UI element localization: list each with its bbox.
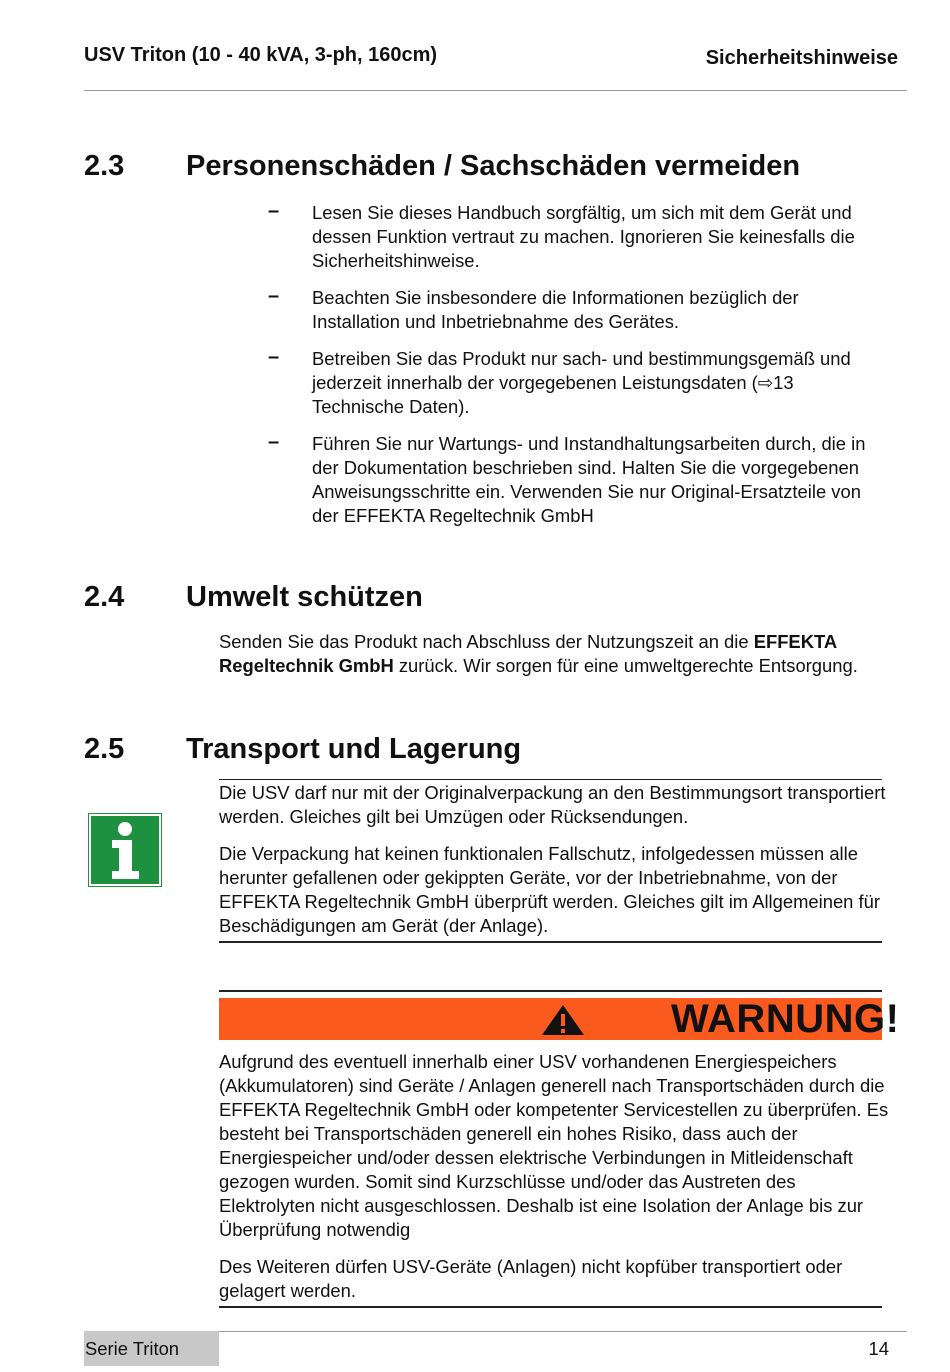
section-title: Umwelt schützen — [186, 581, 423, 613]
page-number: 14 — [868, 1338, 889, 1359]
bullet-text: Beachten Sie insbesondere die Informationen bezüglich der Installation und Inbetriebnahme des Gerätes. — [312, 287, 799, 332]
bullet-text: Betreiben Sie das Produkt nur sach- und bestimmungsgemäß und jederzeit innerhalb der vorgegebenen Leistungsdaten (⇨13 Technische Daten). — [312, 348, 851, 417]
bullet-item — [268, 201, 888, 273]
warning-text — [219, 1050, 891, 1316]
warning-triangle-icon — [541, 1004, 585, 1041]
environment-text: zurück. Wir sorgen für eine umweltgerechte Entsorgung. — [393, 655, 858, 676]
dash-icon: – — [268, 285, 280, 307]
document-title: USV Triton (10 - 40 kVA, 3-ph, 160cm) — [84, 44, 438, 66]
dash-icon: – — [268, 346, 280, 368]
info-paragraph: Die USV darf nur mit der Originalverpackung an den Bestimmungsort transportiert werden. Gleiches gilt bei Umzügen oder Rücksendungen. — [219, 782, 886, 827]
company-name: EFFEKTA Regeltechnik GmbH — [219, 631, 837, 676]
warning-bottom-rule — [219, 1306, 882, 1308]
bullet-text: Lesen Sie dieses Handbuch sorgfältig, um sich mit dem Gerät und dessen Funktion vertraut zu machen. Ignorieren Sie keinesfalls die Sicherheitshinweise. — [312, 202, 855, 271]
section-title: Personenschäden / Sachschäden vermeiden — [186, 150, 801, 182]
warning-top-rule — [219, 990, 882, 992]
footer-series-label: Serie Triton — [85, 1338, 180, 1359]
bullet-text: Führen Sie nur Wartungs- und Instandhaltungsarbeiten durch, die in der Dokumentation beschrieben sind. Halten Sie die vorgegebenen Anweisungsschritte ein. Verwenden Sie nur Original-Ersatzteile von der EFFEKTA Regeltechnik GmbH — [312, 433, 866, 526]
section-number: 2.4 — [84, 581, 125, 613]
footer-divider — [219, 1331, 907, 1332]
section-title: Transport und Lagerung — [186, 733, 522, 765]
section-number: 2.3 — [84, 150, 125, 182]
header-divider — [84, 90, 907, 91]
section-number: 2.5 — [84, 733, 125, 765]
bullet-item — [268, 432, 888, 528]
info-paragraph: Die Verpackung hat keinen funktionalen Fallschutz, infolgedessen müssen alle herunter gefallenen oder gekippten Geräte, vor der Inbetriebnahme, von der EFFEKTA Regeltechnik GmbH überprüft werden. Gleiches gilt im Allgemeinen für Beschädigungen am Gerät (der Anlage). — [219, 843, 880, 936]
environment-paragraph — [219, 630, 891, 691]
dash-icon: – — [268, 431, 280, 453]
safety-bullet-list — [268, 201, 888, 541]
warning-label: WARNUNG! — [671, 997, 900, 1041]
info-bottom-rule — [219, 941, 882, 943]
bullet-item — [268, 286, 888, 334]
warning-banner — [219, 997, 900, 1041]
environment-text: Senden Sie das Produkt nach Abschluss der Nutzungszeit an die — [219, 631, 754, 652]
chapter-title: Sicherheitshinweise — [705, 47, 898, 69]
info-icon — [88, 813, 162, 887]
info-top-rule — [219, 779, 882, 780]
info-note — [219, 781, 891, 951]
dash-icon: – — [268, 200, 280, 222]
bullet-item — [268, 347, 888, 419]
warning-paragraph: Des Weiteren dürfen USV-Geräte (Anlagen) nicht kopfüber transportiert oder gelagert werden. — [219, 1256, 843, 1301]
warning-paragraph: Aufgrund des eventuell innerhalb einer USV vorhandenen Energiespeichers (Akkumulatoren) sind Geräte / Anlagen generell nach Transportschäden durch die EFFEKTA Regeltechnik GmbH oder kompetenter Servicestellen zu überprüfen. Es besteht bei Transportschäden generell ein hohes Risiko, dass auch der Energiespeicher und/oder dessen elektrische Verbindungen in Mitleidenschaft gezogen wurden. Somit sind Kurzschlüsse und/oder das Austreten des Elektrolyten nicht ausgeschlossen. Deshalb ist eine Isolation der Anlage bis zur Überprüfung notwendig — [219, 1051, 889, 1240]
